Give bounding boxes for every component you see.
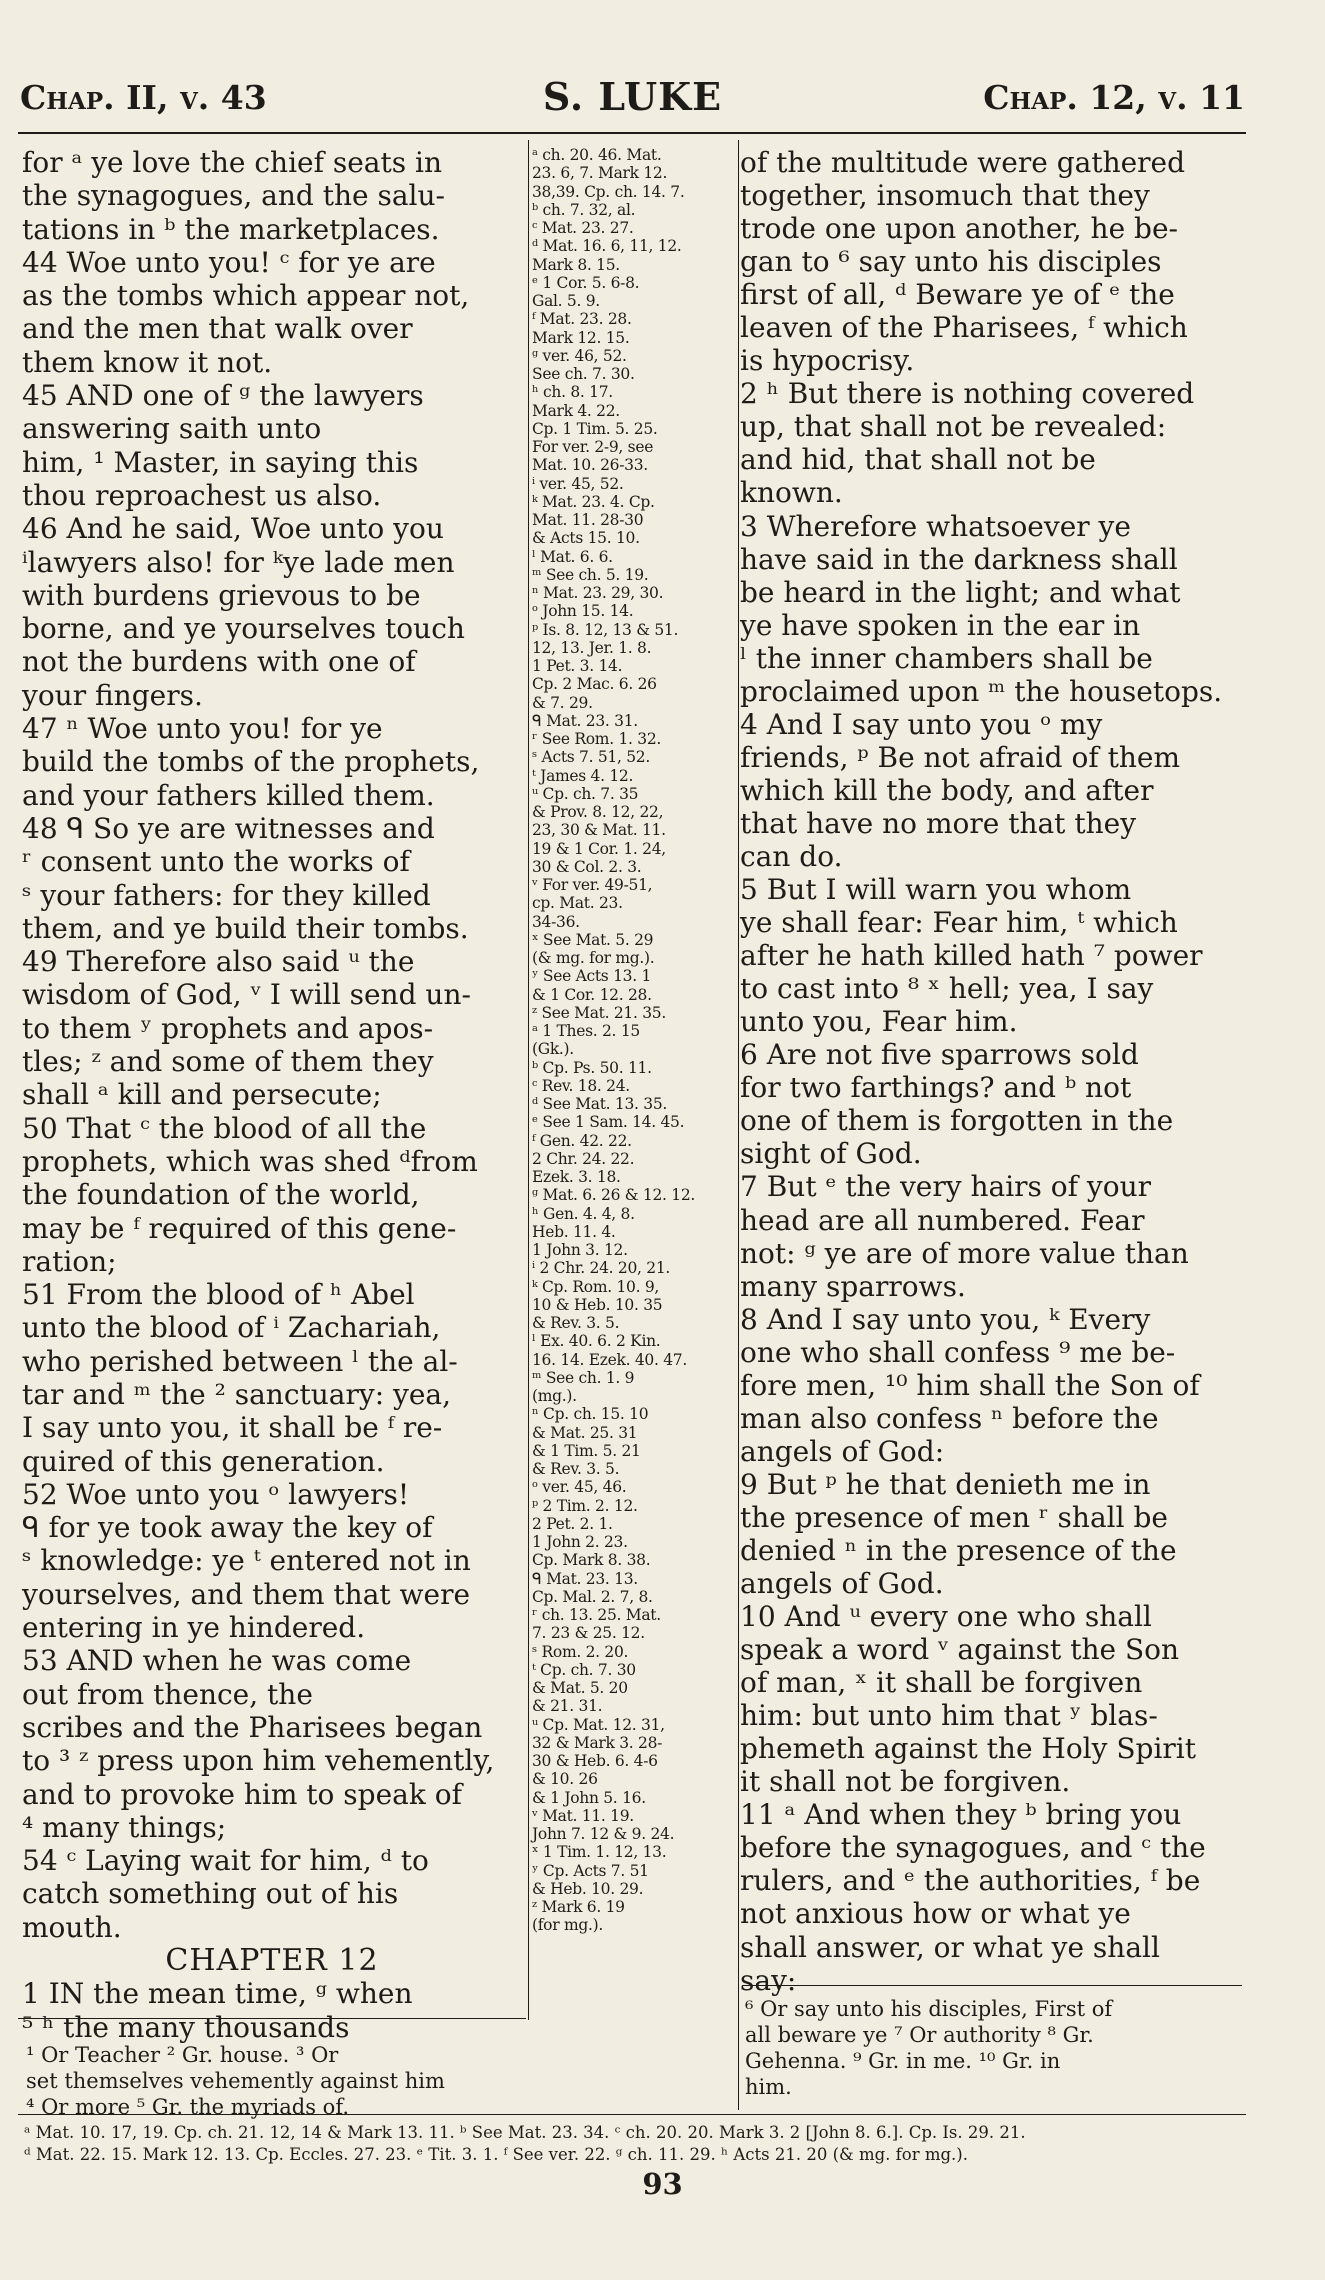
text-line: fore men, ¹⁰ him shall the Son of	[740, 1368, 1200, 1402]
text-line: 8 And I say unto you, ᵏ Every	[740, 1302, 1151, 1336]
text-line: ˢ knowledge: ye ᵗ entered not in	[22, 1544, 471, 1578]
reference-line: & Heb. 10. 29.	[532, 1879, 644, 1898]
text-line: tar and ᵐ the ² sanctuary: yea,	[22, 1377, 452, 1411]
reference-line: ᶠ Gen. 42. 22.	[532, 1131, 632, 1150]
marginal-references	[532, 146, 735, 2108]
text-line: before the synagogues, and ᶜ the	[740, 1831, 1206, 1865]
reference-line: 1 Pet. 3. 14.	[532, 657, 623, 675]
reference-line: ᵗ James 4. 12.	[532, 766, 634, 785]
footnote-line: Gehenna. ⁹ Gr. in me. ¹⁰ Gr. in	[745, 2049, 1061, 2073]
text-line: and to provoke him to speak of	[22, 1777, 462, 1811]
text-line: unto the blood of ⁱ Zachariah,	[22, 1311, 441, 1345]
text-line: for two farthings? and ᵇ not	[740, 1071, 1132, 1105]
reference-line: ᵈ See Mat. 13. 35.	[532, 1095, 668, 1113]
reference-line: 7. 23 & 25. 12.	[532, 1624, 645, 1643]
left-text-column	[22, 146, 522, 2044]
text-line: one of them is forgotten in the	[740, 1104, 1174, 1138]
text-line: one who shall confess ⁹ me be-	[740, 1335, 1176, 1369]
text-line: quired of this generation.	[22, 1444, 385, 1478]
text-line: after he hath killed hath ⁷ power	[740, 939, 1203, 973]
text-line: to cast into ⁸ ˣ hell; yea, I say	[740, 972, 1154, 1006]
footnotes-right	[745, 1996, 1245, 2100]
reference-line: ᵒ John 15. 14.	[532, 602, 634, 621]
book-title: S. LUKE	[542, 74, 723, 119]
text-line: who perished between ˡ the al-	[22, 1344, 458, 1378]
text-line: 53 AND when he was come	[22, 1644, 412, 1678]
reference-line: ᵇ Cp. Ps. 50. 11.	[532, 1058, 652, 1077]
reference-line: & 21. 31.	[532, 1697, 603, 1716]
text-line: 4 And I say unto you ᵒ my	[740, 707, 1103, 741]
text-line: 11 ᵃ And when they ᵇ bring you	[740, 1798, 1182, 1832]
text-line: thou reproachest us also.	[22, 478, 382, 512]
text-line: not anxious how or what ye	[740, 1897, 1131, 1931]
footnote-rule-left	[18, 2018, 526, 2019]
text-line: angels of God.	[740, 1567, 944, 1601]
text-line: for ᵃ ye love the chief seats in	[22, 146, 442, 179]
text-line: 3 Wherefore whatsoever ye	[740, 509, 1131, 543]
text-line: 45 AND one of ᵍ the lawyers	[22, 379, 424, 413]
text-line: proclaimed upon ᵐ the housetops.	[740, 674, 1223, 708]
reference-line: ᵘ Cp. Mat. 12. 31,	[532, 1715, 665, 1734]
text-line: 6 Are not five sparrows sold	[740, 1038, 1139, 1072]
footnote-line: ⁴ Or more ⁵ Gr. the myriads of.	[26, 2095, 350, 2119]
page-number: 93	[642, 2167, 683, 2201]
text-line: and your fathers killed them.	[22, 778, 435, 812]
text-line: many sparrows.	[740, 1269, 966, 1303]
text-line: 1 IN the mean time, ᵍ when	[22, 1977, 413, 2011]
text-line: rulers, and ᵉ the authorities, ᶠ be	[740, 1864, 1201, 1898]
text-line: together, insomuch that they	[740, 179, 1150, 213]
reference-line: (mg.).	[532, 1387, 577, 1405]
text-line: ʳ consent unto the works of	[22, 845, 410, 879]
text-line: can do.	[740, 839, 843, 873]
text-line: ration;	[22, 1244, 117, 1278]
reference-line: ⁱ 2 Chr. 24. 20, 21.	[532, 1259, 671, 1278]
reference-line: ᵒ ver. 45, 46.	[532, 1478, 627, 1497]
reference-line: ᶻ See Mat. 21. 35.	[532, 1003, 666, 1022]
text-line: shall ᵃ kill and persecute;	[22, 1078, 382, 1112]
text-line: tations in ᵇ the marketplaces.	[22, 212, 440, 246]
text-line: them know it not.	[22, 345, 273, 379]
footnote-line: all beware ye ⁷ Or authority ⁸ Gr.	[745, 2023, 1094, 2047]
reference-line: ᵐ See ch. 5. 19.	[532, 565, 649, 584]
reference-line: ˣ 1 Tim. 1. 12, 13.	[532, 1843, 667, 1862]
text-line: speak a word ᵛ against the Son	[740, 1633, 1180, 1667]
reference-line: ˢ Acts 7. 51, 52.	[532, 748, 650, 767]
reference-line: ᵖ 2 Tim. 2. 12.	[532, 1496, 638, 1515]
reference-line: Ezek. 3. 18.	[532, 1168, 621, 1186]
reference-line: ᑫ Mat. 23. 31.	[532, 711, 638, 730]
reference-line: ⁿ Cp. ch. 15. 10	[532, 1405, 649, 1424]
reference-line: ᵃ 1 Thes. 2. 15	[532, 1022, 640, 1040]
reference-line: & Mat. 5. 20	[532, 1679, 628, 1697]
reference-line: 38,39. Cp. ch. 14. 7.	[532, 182, 685, 201]
reference-line: Mat. 10. 26-33.	[532, 456, 648, 475]
text-line: him, ¹ Master, in saying this	[22, 445, 419, 479]
text-line: your fingers.	[22, 678, 203, 712]
footnote-rule-right	[742, 1985, 1242, 1986]
bottom-references	[24, 2122, 1246, 2166]
reference-line: 2 Chr. 24. 22.	[532, 1149, 635, 1168]
reference-line: Mat. 11. 28-30	[532, 511, 644, 529]
reference-line: 23. 6, 7. Mark 12.	[532, 164, 668, 183]
reference-line: 1 John 2. 23.	[532, 1533, 628, 1551]
text-line: of the multitude were gathered	[740, 146, 1186, 179]
footnote-line: ⁶ Or say unto his disciples, First of	[745, 1997, 1113, 2021]
running-header	[20, 74, 1245, 130]
text-line: be heard in the light; and what	[740, 575, 1181, 609]
text-line: it shall not be forgiven.	[740, 1765, 1071, 1799]
reference-line: ᵉ See 1 Sam. 14. 45.	[532, 1113, 685, 1132]
text-line: wisdom of God, ᵛ I will send un-	[22, 978, 471, 1012]
footnote-line: ¹ Or Teacher ² Gr. house. ³ Or	[26, 2043, 339, 2067]
reference-line: ʳ See Rom. 1. 32.	[532, 730, 662, 748]
text-line: ᑫ for ye took away the key of	[22, 1511, 433, 1545]
bottom-reference-line: ᵈ Mat. 22. 15. Mark 12. 13. Cp. Eccles. 27. 23. ᵉ Tit. 3. 1. ᶠ See ver. 22. ᵍ ch. 11. 29. ʰ Acts 21. 20 (& mg. for mg.).	[24, 2145, 968, 2164]
reference-line: ⁱ ver. 45, 52.	[532, 474, 624, 493]
text-line: 46 And he said, Woe unto you	[22, 512, 444, 546]
reference-line: ʸ Cp. Acts 7. 51	[532, 1861, 649, 1880]
text-line: gan to ⁶ say unto his disciples	[740, 245, 1162, 279]
right-text-column	[740, 146, 1245, 1997]
reference-line: & Mat. 25. 31	[532, 1423, 638, 1442]
reference-line: ᶻ Mark 6. 19	[532, 1898, 625, 1916]
reference-line: ᶜ Rev. 18. 24.	[532, 1076, 630, 1095]
text-line: head are all numbered. Fear	[740, 1203, 1145, 1237]
text-line: say:	[740, 1963, 797, 1997]
reference-line: ᵏ Cp. Rom. 10. 9,	[532, 1277, 660, 1296]
text-line: with burdens grievous to be	[22, 578, 421, 612]
reference-line: & 1 Cor. 12. 28.	[532, 985, 652, 1004]
text-line: friends, ᵖ Be not afraid of them	[740, 740, 1181, 774]
text-line: shall answer, or what ye shall	[740, 1930, 1160, 1964]
reference-line: ᵛ Mat. 11. 19.	[532, 1806, 634, 1825]
header-rule	[18, 132, 1246, 134]
text-line: answering saith unto	[22, 412, 322, 446]
reference-line: & Rev. 3. 5.	[532, 1460, 620, 1478]
reference-line: See ch. 7. 30.	[532, 365, 635, 383]
text-line: to ³ ᶻ press upon him vehemently,	[22, 1744, 495, 1778]
text-line: build the tombs of the prophets,	[22, 745, 480, 779]
reference-line: ʰ ch. 8. 17.	[532, 383, 613, 402]
reference-line: ⁿ Mat. 23. 29, 30.	[532, 584, 664, 602]
reference-line: ˡ Mat. 6. 6.	[532, 547, 613, 566]
text-line: man also confess ⁿ before the	[740, 1401, 1159, 1435]
text-line: ⁱlawyers also! for ᵏye lade men	[22, 545, 455, 579]
footnote-line: set themselves vehemently against him	[26, 2069, 445, 2093]
text-line: yourselves, and them that were	[22, 1577, 471, 1611]
text-line: trode one upon another, he be-	[740, 212, 1179, 246]
reference-line: & 7. 29.	[532, 693, 593, 712]
reference-line: Cp. 1 Tim. 5. 25.	[532, 419, 658, 438]
footnote-line: him.	[745, 2075, 792, 2099]
reference-line: Gal. 5. 9.	[532, 292, 600, 310]
text-line: 52 Woe unto you ᵒ lawyers!	[22, 1477, 410, 1511]
reference-line: 19 & 1 Cor. 1. 24,	[532, 839, 666, 858]
text-line: the foundation of the world,	[22, 1178, 420, 1212]
reference-line: Heb. 11. 4.	[532, 1222, 616, 1241]
reference-line: ᵐ See ch. 1. 9	[532, 1368, 635, 1387]
reference-line: ᵘ Cp. ch. 7. 35	[532, 784, 639, 803]
bottom-rule	[18, 2114, 1246, 2115]
reference-line: & Prov. 8. 12, 22,	[532, 803, 664, 821]
text-line: to them ʸ prophets and apos-	[22, 1011, 434, 1045]
reference-line: 1 John 3. 12.	[532, 1241, 628, 1259]
reference-line: cp. Mat. 23.	[532, 894, 623, 913]
reference-line: Mark 4. 22.	[532, 401, 620, 420]
text-line: prophets, which was shed ᵈfrom	[22, 1144, 478, 1178]
reference-line: ᵉ 1 Cor. 5. 6-8.	[532, 273, 640, 292]
bottom-reference-line: ᵃ Mat. 10. 17, 19. Cp. ch. 21. 12, 14 & Mark 13. 11. ᵇ See Mat. 23. 34. ᶜ ch. 20. 20. Mark 3. 2 [John 8. 6.]. Cp. Is. 29. 21.	[24, 2123, 1026, 2142]
text-line: 2 ʰ But there is nothing covered	[740, 377, 1195, 411]
reference-line: ʳ ch. 13. 25. Mat.	[532, 1606, 661, 1624]
reference-line: & 10. 26	[532, 1770, 598, 1789]
reference-line: ᵏ Mat. 23. 4. Cp.	[532, 492, 655, 511]
reference-line: 30 & Col. 2. 3.	[532, 857, 642, 876]
reference-line: ˡ Ex. 40. 6. 2 Kin.	[532, 1332, 661, 1351]
reference-line: 10 & Heb. 10. 35	[532, 1295, 663, 1314]
header-chapter-start: Chap. II, v. 43	[20, 78, 267, 117]
reference-line: 23, 30 & Mat. 11.	[532, 821, 666, 840]
reference-line: ʸ See Acts 13. 1	[532, 967, 652, 986]
reference-line: ᵗ Cp. ch. 7. 30	[532, 1660, 636, 1679]
chapter-heading: CHAPTER 12	[165, 1943, 379, 1979]
text-line: which kill the body, and after	[740, 773, 1154, 807]
text-line: ⁵ ʰ the many thousands	[22, 2010, 350, 2044]
reference-line: & Acts 15. 10.	[532, 529, 640, 548]
text-line: denied ⁿ in the presence of the	[740, 1533, 1177, 1567]
reference-line: (for mg.).	[532, 1916, 603, 1935]
reference-line: 34-36.	[532, 912, 580, 931]
text-line: 54 ᶜ Laying wait for him, ᵈ to	[22, 1844, 429, 1878]
text-line: not the burdens with one of	[22, 645, 416, 679]
text-line: leaven of the Pharisees, ᶠ which	[740, 311, 1188, 345]
reference-line: Cp. Mal. 2. 7, 8.	[532, 1587, 653, 1606]
text-line: may be ᶠ required of this gene-	[22, 1211, 457, 1245]
text-line: angels of God:	[740, 1434, 945, 1468]
text-line: that have no more that they	[740, 806, 1137, 840]
text-line: tles; ᶻ and some of them they	[22, 1045, 434, 1079]
text-line: of man, ˣ it shall be forgiven	[740, 1666, 1143, 1700]
text-line: ye shall fear: Fear him, ᵗ which	[740, 906, 1178, 940]
text-line: known.	[740, 476, 843, 510]
reference-line: 12, 13. Jer. 1. 8.	[532, 638, 652, 657]
reference-line: Cp. Mark 8. 38.	[532, 1551, 651, 1570]
reference-line: ᵇ ch. 7. 32, al.	[532, 200, 636, 219]
text-line: 51 From the blood of ʰ Abel	[22, 1278, 415, 1312]
text-line: 7 But ᵉ the very hairs of your	[740, 1170, 1152, 1204]
reference-line: ˢ Rom. 2. 20.	[532, 1642, 629, 1661]
reference-line: ˣ See Mat. 5. 29	[532, 930, 654, 949]
reference-line: ᶠ Mat. 23. 28.	[532, 310, 632, 329]
text-line: scribes and the Pharisees began	[22, 1710, 483, 1744]
reference-line: 32 & Mark 3. 28-	[532, 1733, 663, 1752]
text-line: I say unto you, it shall be ᶠ re-	[22, 1411, 443, 1445]
reference-line: Mark 12. 15.	[532, 328, 630, 347]
text-line: catch something out of his	[22, 1877, 399, 1911]
text-line: 50 That ᶜ the blood of all the	[22, 1111, 427, 1145]
reference-line: 2 Pet. 2. 1.	[532, 1514, 613, 1533]
text-line: sight of God.	[740, 1137, 922, 1171]
text-line: entering in ye hindered.	[22, 1611, 366, 1645]
text-line: as the tombs which appear not,	[22, 279, 470, 313]
reference-line: (Gk.).	[532, 1040, 574, 1059]
text-line: them, and ye build their tombs.	[22, 911, 469, 945]
text-line: mouth.	[22, 1910, 122, 1944]
text-line: ˡ the inner chambers shall be	[740, 641, 1153, 675]
footnotes-left	[26, 2042, 526, 2120]
text-line: 49 Therefore also said ᵘ the	[22, 945, 415, 979]
text-line: unto you, Fear him.	[740, 1005, 1018, 1039]
text-line: ⁴ many things;	[22, 1810, 227, 1844]
text-line: is hypocrisy.	[740, 344, 915, 378]
reference-line: John 7. 12 & 9. 24.	[532, 1825, 675, 1843]
reference-line: Cp. 2 Mac. 6. 26	[532, 675, 657, 694]
text-line: the presence of men ʳ shall be	[740, 1500, 1168, 1534]
reference-line: (& mg. for mg.).	[532, 949, 655, 967]
text-line: 48 ᑫ So ye are witnesses and	[22, 811, 435, 845]
text-line: the synagogues, and the salu-	[22, 179, 445, 213]
text-line: ye have spoken in the ear in	[740, 608, 1141, 642]
column-divider-right	[738, 140, 739, 2110]
text-line: borne, and ye yourselves touch	[22, 612, 465, 646]
reference-line: & 1 John 5. 16.	[532, 1788, 646, 1807]
reference-line: & 1 Tim. 5. 21	[532, 1441, 641, 1460]
text-line: 9 But ᵖ he that denieth me in	[740, 1467, 1151, 1501]
reference-line: ʰ Gen. 4. 4, 8.	[532, 1204, 635, 1223]
reference-line: Mark 8. 15.	[532, 255, 620, 274]
reference-line: 16. 14. Ezek. 40. 47.	[532, 1350, 687, 1369]
text-line: ˢ your fathers: for they killed	[22, 878, 431, 912]
text-line: and the men that walk over	[22, 312, 413, 346]
reference-line: ᵍ ver. 46, 52.	[532, 346, 627, 365]
reference-line: For ver. 2-9, see	[532, 438, 654, 456]
text-line: out from thence, the	[22, 1677, 313, 1711]
text-line: him: but unto him that ʸ blas-	[740, 1699, 1158, 1733]
text-line: 10 And ᵘ every one who shall	[740, 1600, 1152, 1634]
column-divider-left	[528, 140, 529, 2020]
reference-line: ᵛ For ver. 49-51,	[532, 876, 653, 894]
reference-line: ᵃ ch. 20. 46. Mat.	[532, 146, 662, 164]
text-line: 44 Woe unto you! ᶜ for ye are	[22, 245, 436, 279]
reference-line: ᶜ Mat. 23. 27.	[532, 219, 634, 237]
text-line: have said in the darkness shall	[740, 542, 1178, 576]
header-chapter-end: Chap. 12, v. 11	[983, 78, 1245, 117]
reference-line: & Rev. 3. 5.	[532, 1314, 620, 1332]
reference-line: 30 & Heb. 6. 4-6	[532, 1752, 658, 1770]
text-line: phemeth against the Holy Spirit	[740, 1732, 1197, 1766]
text-line: and hid, that shall not be	[740, 443, 1096, 477]
text-line: 5 But I will warn you whom	[740, 873, 1132, 907]
reference-line: ᵖ Is. 8. 12, 13 & 51.	[532, 620, 679, 639]
text-line: up, that shall not be revealed:	[740, 410, 1167, 444]
reference-line: ᑫ Mat. 23. 13.	[532, 1569, 638, 1588]
text-line: 47 ⁿ Woe unto you! for ye	[22, 712, 383, 746]
text-line: first of all, ᵈ Beware ye of ᵉ the	[740, 278, 1175, 312]
reference-line: ᵍ Mat. 6. 26 & 12. 12.	[532, 1186, 696, 1205]
reference-line: ᵈ Mat. 16. 6, 11, 12.	[532, 237, 682, 256]
text-line: not: ᵍ ye are of more value than	[740, 1236, 1189, 1270]
